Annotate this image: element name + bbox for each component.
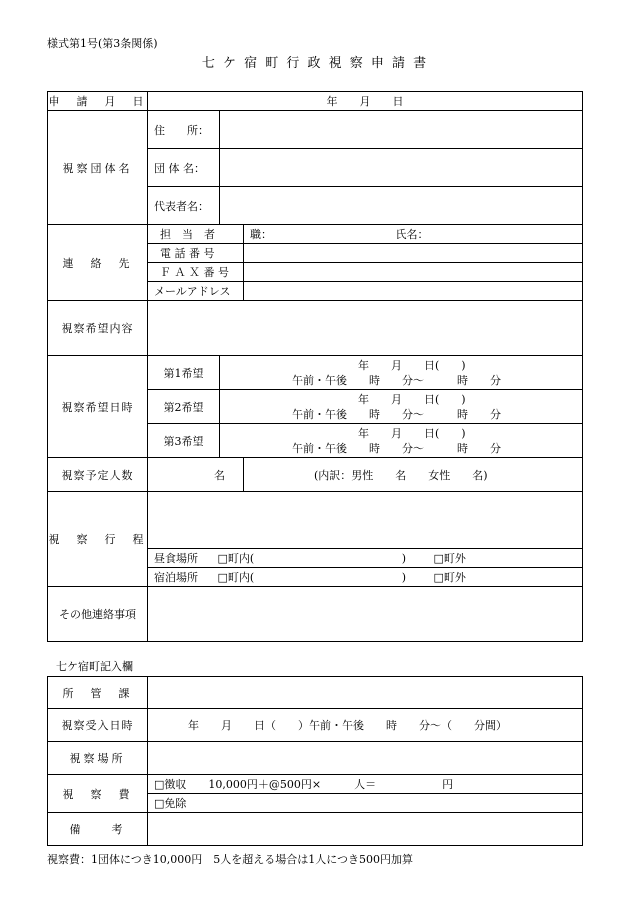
remarks-field[interactable] bbox=[148, 813, 583, 846]
people-unit: 名 bbox=[214, 468, 225, 482]
representative-label: 代表者名： bbox=[148, 187, 220, 225]
lunch-in-town-checkbox[interactable]: □町内( bbox=[217, 552, 255, 565]
choice-3-label: 第3希望 bbox=[148, 424, 220, 458]
phone-label: 電 話 番 号 bbox=[148, 244, 244, 263]
other-field[interactable] bbox=[148, 587, 583, 642]
stay-in-town-checkbox[interactable]: □町内( bbox=[217, 571, 255, 584]
dept-label: 所 管 課 bbox=[48, 677, 148, 709]
content-label: 視察希望内容 bbox=[48, 301, 148, 356]
fee-note: 視察費：1団体につき10,000円 5人を超える場合は1人につき500円加算 bbox=[47, 853, 414, 866]
email-label: メールアドレス bbox=[148, 282, 244, 301]
accept-label: 視察受入日時 bbox=[48, 709, 148, 742]
stay-label: 宿泊場所 bbox=[154, 571, 198, 584]
other-label: その他連絡事項 bbox=[48, 587, 148, 642]
stay-out-town-checkbox[interactable]: □町外 bbox=[433, 571, 466, 584]
representative-field[interactable] bbox=[220, 187, 583, 225]
remarks-label: 備 考 bbox=[48, 813, 148, 846]
choice-1-field[interactable]: 年 月 日( ) 午前・午後 時 分～ 時 分 bbox=[220, 356, 583, 390]
itinerary-label: 視 察 行 程 bbox=[48, 492, 148, 587]
person-in-charge-label: 担 当 者 bbox=[148, 225, 244, 244]
people-count-field[interactable] bbox=[148, 458, 244, 492]
place-field[interactable] bbox=[148, 742, 583, 775]
person-in-charge-field[interactable] bbox=[244, 225, 583, 244]
dept-field[interactable] bbox=[148, 677, 583, 709]
accept-field[interactable]: 年 月 日（ ）午前・午後 時 分～（ 分間） bbox=[148, 709, 583, 742]
itinerary-field[interactable] bbox=[148, 492, 583, 549]
contact-label: 連 絡 先 bbox=[48, 225, 148, 301]
fee-label: 視 察 費 bbox=[48, 775, 148, 813]
fullname-label: 氏名： bbox=[395, 228, 429, 241]
people-label: 視察予定人数 bbox=[48, 458, 148, 492]
choice-3-field[interactable]: 年 月 日( ) 午前・午後 時 分～ 時 分 bbox=[220, 424, 583, 458]
lunch-label: 昼食場所 bbox=[154, 552, 198, 565]
lunch-row: 昼食場所 □町内( ) □町外 bbox=[148, 549, 583, 568]
place-label: 視察場所 bbox=[48, 742, 148, 775]
lunch-out-town-checkbox[interactable]: □町外 bbox=[433, 552, 466, 565]
fax-field[interactable] bbox=[244, 263, 583, 282]
phone-field[interactable] bbox=[244, 244, 583, 263]
group-label: 視察団体名 bbox=[48, 111, 148, 225]
application-date-field[interactable]: 年 月 日 bbox=[148, 92, 583, 111]
group-name-label: 団 体 名： bbox=[148, 149, 220, 187]
address-label: 住 所： bbox=[148, 111, 220, 149]
choice-2-field[interactable]: 年 月 日( ) 午前・午後 時 分～ 時 分 bbox=[220, 390, 583, 424]
content-field[interactable] bbox=[148, 301, 583, 356]
fee-collect-checkbox[interactable]: □徴収 10,000円＋@500円× 人＝ 円 bbox=[148, 775, 583, 794]
address-field[interactable] bbox=[220, 111, 583, 149]
form-number: 様式第1号(第3条関係) bbox=[47, 37, 158, 50]
schedule-label: 視察希望日時 bbox=[48, 356, 148, 458]
position-label: 職： bbox=[250, 228, 272, 241]
fee-exempt-checkbox[interactable]: □免除 bbox=[148, 794, 583, 813]
page-title: 七 ケ 宿 町 行 政 視 察 申 請 書 bbox=[201, 56, 429, 71]
date-label: 申 請 月 日 bbox=[48, 92, 148, 111]
fax-label: Ｆ Ａ Ｘ 番 号 bbox=[148, 263, 244, 282]
people-breakdown: (内訳：男性 名 女性 名) bbox=[244, 458, 583, 492]
choice-1-label: 第1希望 bbox=[148, 356, 220, 390]
application-table bbox=[47, 91, 583, 642]
email-field[interactable] bbox=[244, 282, 583, 301]
town-table bbox=[47, 676, 583, 846]
stay-row: 宿泊場所 □町内( ) □町外 bbox=[148, 568, 583, 587]
town-section-heading: 七ケ宿町記入欄 bbox=[56, 660, 133, 673]
group-name-field[interactable] bbox=[220, 149, 583, 187]
choice-2-label: 第2希望 bbox=[148, 390, 220, 424]
